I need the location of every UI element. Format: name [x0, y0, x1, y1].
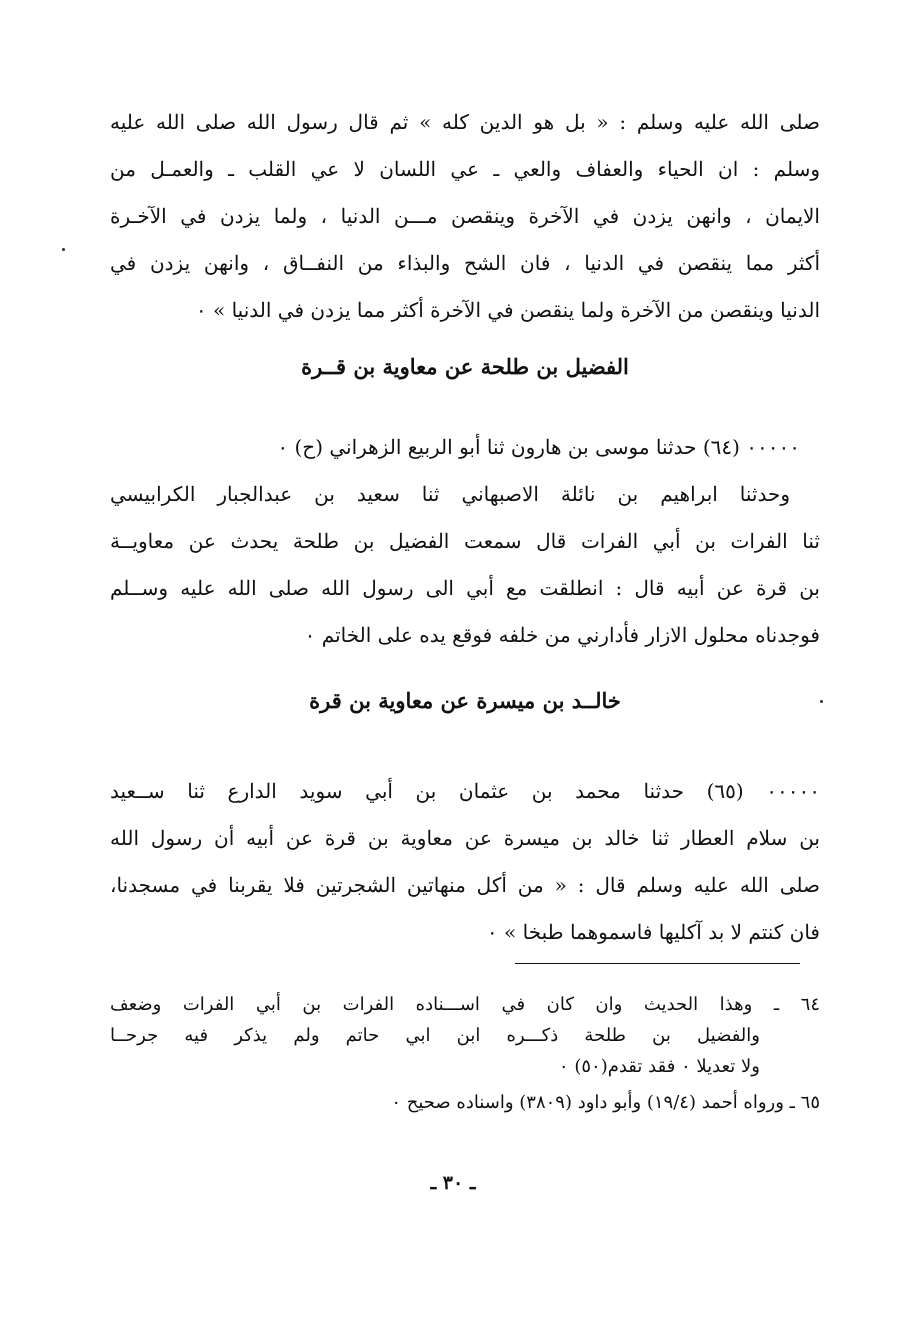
section2-line-3: صلى الله عليه وسلم قال : « من أكل منهاتين الشجرتين فلا يقربنا في مسجدنا، [110, 873, 820, 897]
section1-line-4: بن قرة عن أبيه قال : انطلقت مع أبي الى رسول الله صلى الله عليه وســلم [110, 576, 820, 600]
intro-line-4: أكثر مما ينقصن في الدنيا ، فان الشح والبذاء من النفــاق ، وانهن يزدن في [110, 251, 820, 275]
scan-speck [62, 248, 65, 251]
footnote-65: ٦٥ ـ ورواه أحمد (١٩/٤) وأبو داود (٣٨٠٩) واسناده صحيح ٠ [391, 1092, 820, 1113]
footnote-divider [515, 963, 800, 964]
section1-line-2: وحدثنا ابراهيم بن نائلة الاصبهاني ثنا سعيد بن عبدالجبار الكرابيسي [110, 482, 790, 506]
section1-line-1: ٠٠٠٠٠ (٦٤) حدثنا موسى بن هارون ثنا أبو الربيع الزهراني (ح) ٠ [277, 435, 800, 459]
section2-line-2: بن سلام العطار ثنا خالد بن ميسرة عن معاوية بن قرة عن أبيه أن رسول الله [110, 826, 820, 850]
scan-speck [820, 700, 823, 703]
section1-line-5: فوجدناه محلول الازار فأدارني من خلفه فوقع يده على الخاتم ٠ [304, 623, 820, 647]
intro-line-1: صلى الله عليه وسلم : « بل هو الدين كله » ثم قال رسول الله صلى الله عليه [110, 110, 820, 134]
section2-line-1: ٠٠٠٠٠ (٦٥) حدثنا محمد بن عثمان بن أبي سويد الدارع ثنا ســعيد [110, 779, 820, 803]
intro-line-2: وسلم : ان الحياء والعفاف والعي ـ عي اللسان لا عي القلب ـ والعمـل من [110, 157, 820, 181]
section2-heading: خالــد بن ميسرة عن معاوية بن قرة [309, 688, 621, 713]
section2-line-4: فان كنتم لا بد آكليها فاسموهما طبخا » ٠ [486, 920, 820, 944]
section1-heading: الفضيل بن طلحة عن معاوية بن قــرة [301, 354, 629, 379]
intro-line-3: الايمان ، وانهن يزدن في الآخرة وينقصن مـــن الدنيا ، ولما يزدن في الآخـرة [110, 204, 820, 228]
intro-line-5: الدنيا وينقصن من الآخرة ولما ينقصن في الآخرة أكثر مما يزدن في الدنيا » ٠ [195, 298, 820, 322]
footnote-64-line-2: والفضيل بن طلحة ذكـــره ابن ابي حاتم ولم يذكر فيه جرحــا [110, 1025, 760, 1046]
footnote-64-line-3: ولا تعديلا ٠ فقد تقدم(٥٠) ٠ [558, 1056, 760, 1077]
section1-line-3: ثنا الفرات بن أبي الفرات قال سمعت الفضيل بن طلحة يحدث عن معاويــة [110, 529, 820, 553]
footnote-64-line-1: ٦٤ ـ وهذا الحديث وان كان في اســـناده الفرات بن أبي الفرات وضعف [110, 994, 820, 1015]
page-number: ـ ٣٠ ـ [430, 1172, 476, 1194]
